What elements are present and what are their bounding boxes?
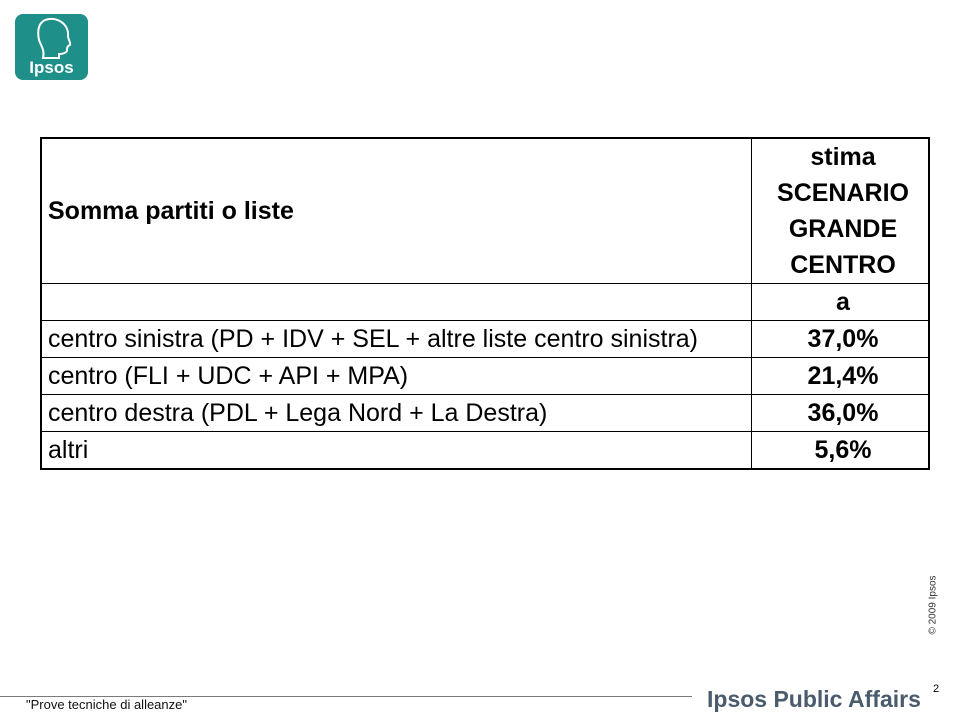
copyright-notice	[923, 565, 943, 645]
header-value-line: stima	[810, 143, 876, 171]
table-row	[41, 395, 929, 432]
logo-text: Ipsos	[29, 58, 74, 77]
row-value: 21,4%	[752, 358, 930, 395]
subheader-label	[41, 284, 752, 321]
copyright-text: © 2009 Ipsos	[927, 575, 939, 635]
row-value: 36,0%	[752, 395, 930, 432]
page-number: 2	[933, 683, 940, 695]
brand-name: Ipsos Public Affairs	[707, 686, 921, 712]
results-table	[40, 137, 930, 470]
header-value	[752, 138, 930, 284]
row-label: centro sinistra (PD + IDV + SEL + altre liste centro sinistra)	[41, 321, 752, 358]
table-subheader-row	[41, 284, 929, 321]
table-row	[41, 432, 929, 470]
header-value-line: GRANDE	[788, 215, 898, 243]
header-value-line: CENTRO	[790, 251, 896, 279]
table-header-row	[41, 138, 929, 284]
subheader-value: a	[752, 284, 930, 321]
ipsos-logo	[15, 14, 88, 80]
table-row	[41, 358, 929, 395]
row-label: centro destra (PDL + Lega Nord + La Destra)	[41, 395, 752, 432]
row-label: centro (FLI + UDC + API + MPA)	[41, 358, 752, 395]
table-row	[41, 321, 929, 358]
row-label: altri	[41, 432, 752, 470]
header-value-line: SCENARIO	[777, 179, 909, 207]
row-value: 5,6%	[752, 432, 930, 470]
header-label: Somma partiti o liste	[41, 138, 752, 284]
footer-title: "Prove tecniche di alleanze"	[26, 697, 187, 712]
row-value: 37,0%	[752, 321, 930, 358]
